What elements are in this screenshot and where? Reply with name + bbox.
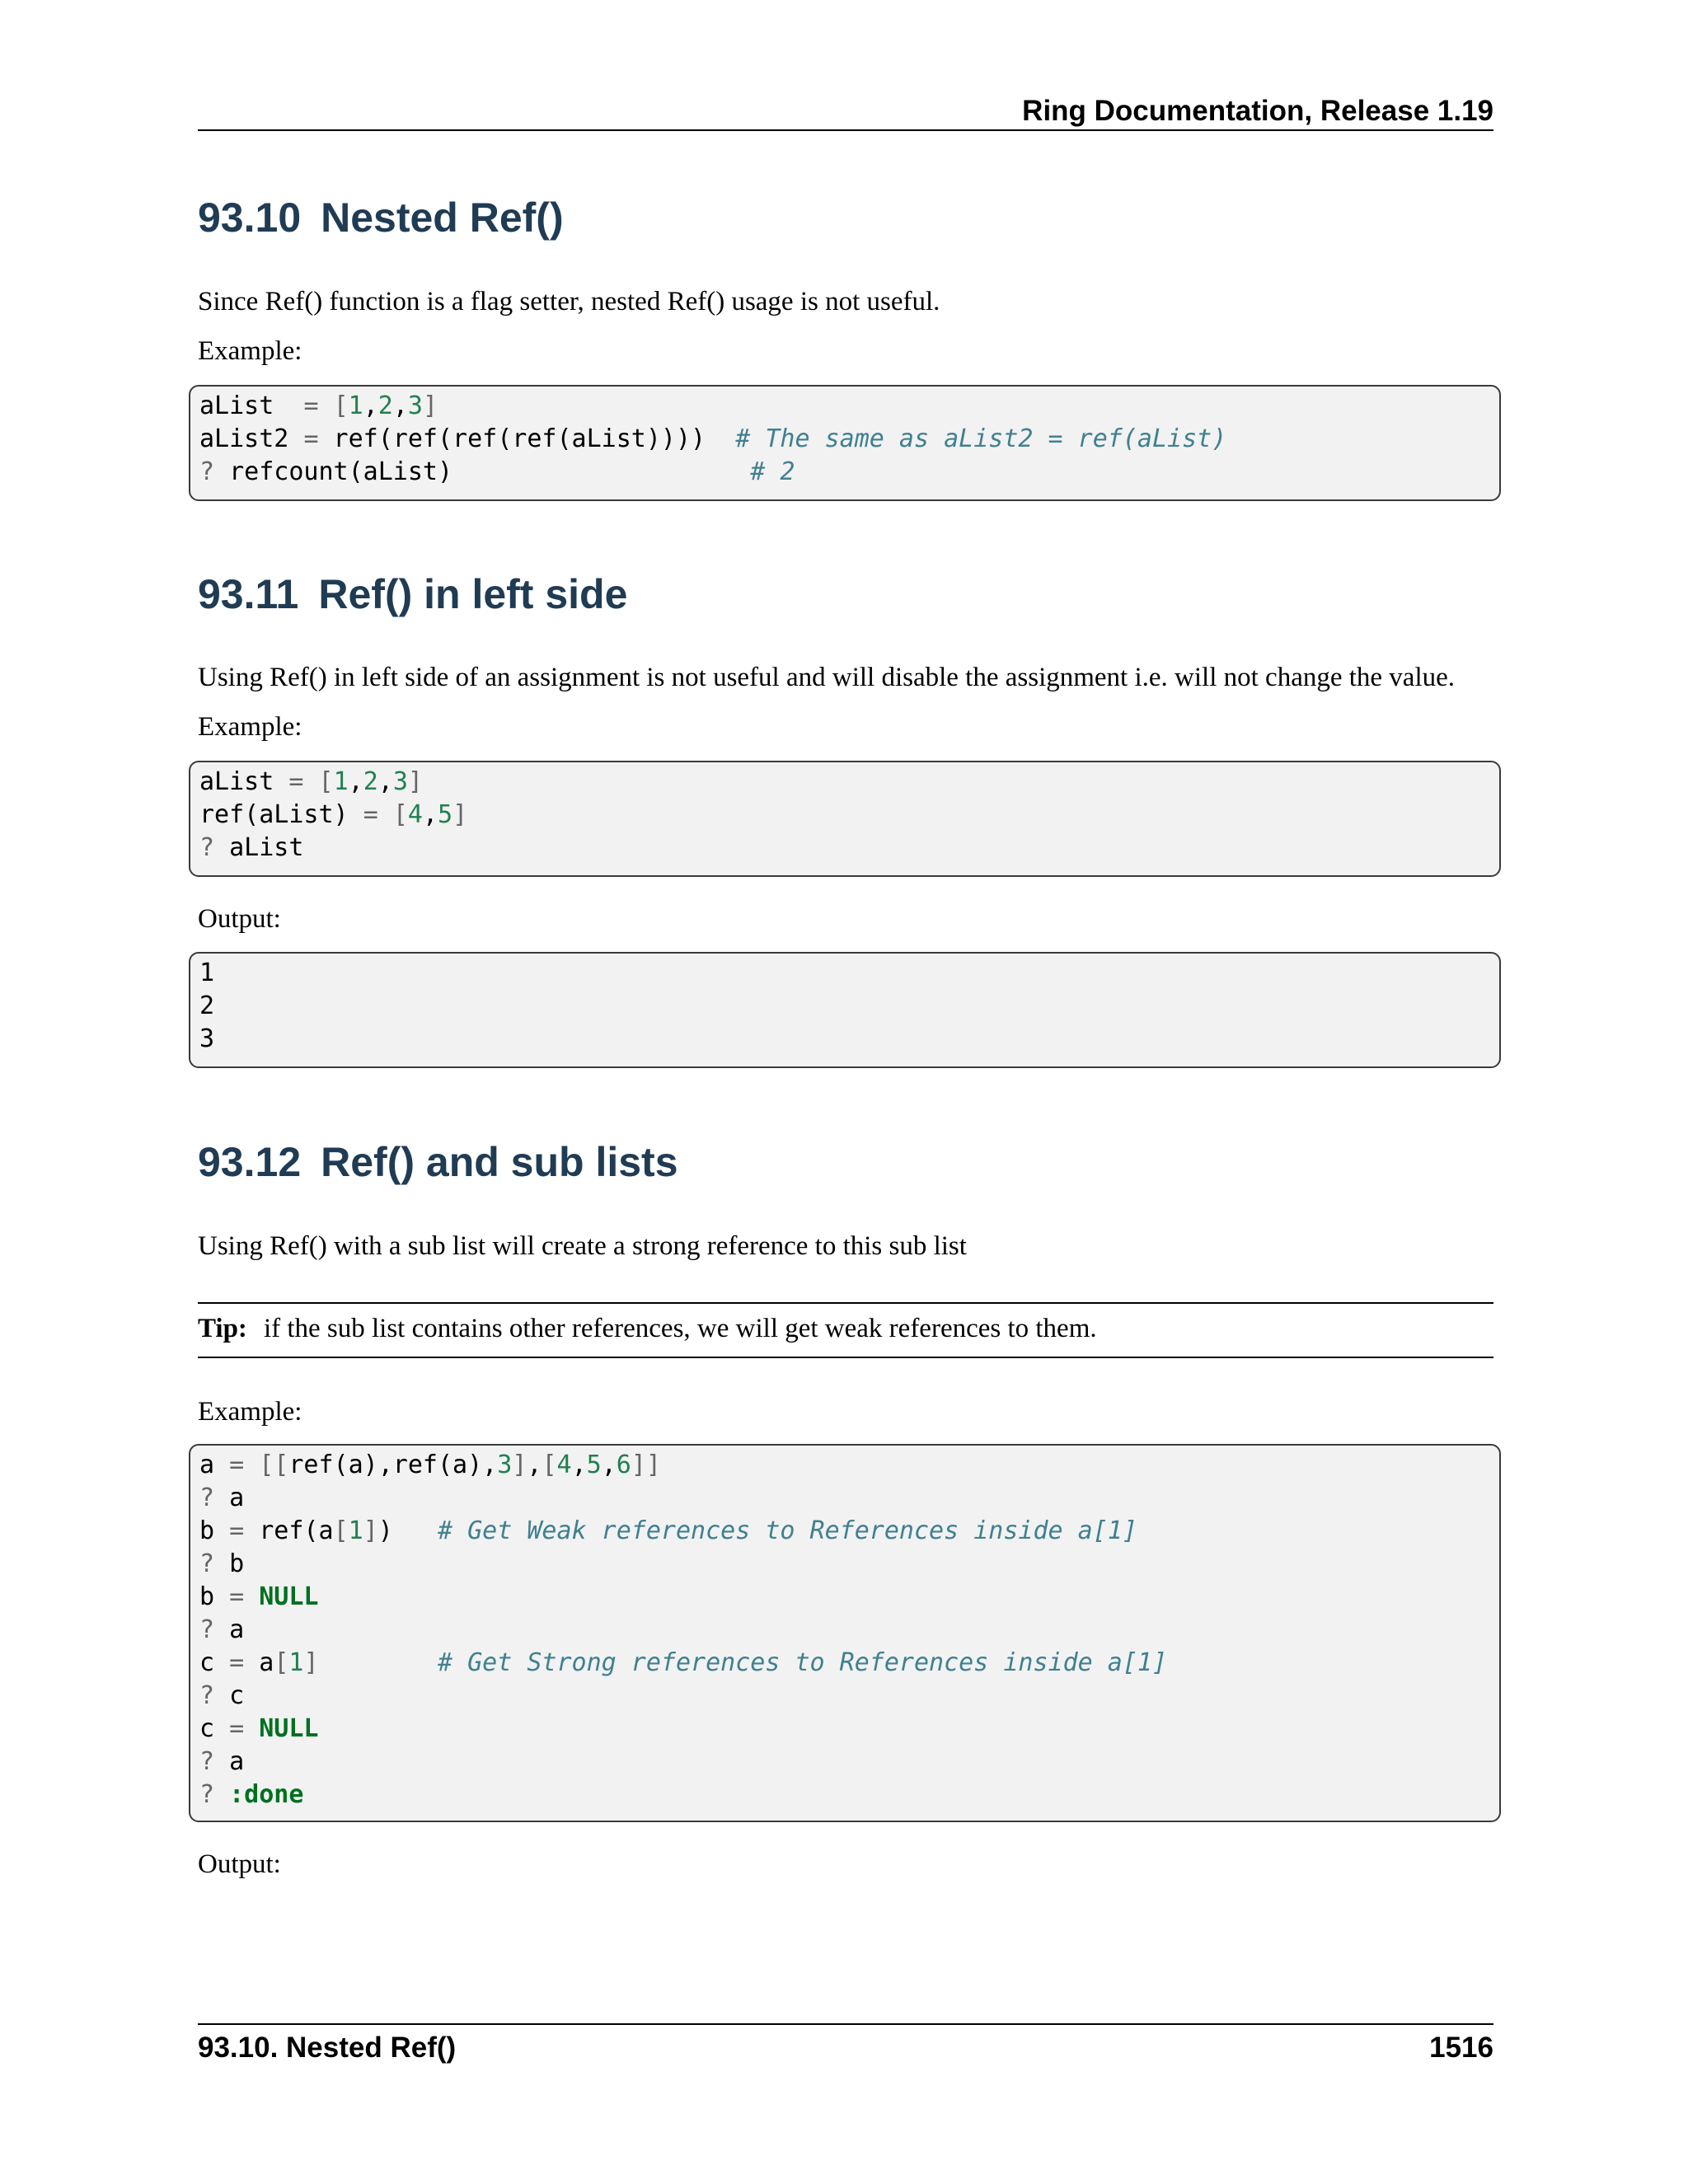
tip-note [198,1312,1097,1345]
code-line [199,1614,1499,1647]
code-number: 4 [556,1451,572,1479]
section-number: 93.11 [198,571,299,617]
code-text: aList [199,391,304,420]
code-text: ref(a [244,1516,334,1545]
code-number: 5 [586,1451,602,1479]
code-operator: ] [303,1648,319,1677]
code-text: c [199,1648,230,1677]
code-text [319,1648,438,1677]
code-text: , [363,391,378,420]
section-title: Ref() in left side [318,571,628,617]
code-text: ref(ref(ref(ref(aList)))) [318,424,736,453]
output-block[interactable] [189,952,1501,1068]
code-operator: [ [318,767,334,796]
code-text: b [214,1549,245,1578]
code-text: a [199,1451,230,1479]
code-keyword: :done [229,1780,304,1809]
code-line [199,1779,1499,1811]
code-text [214,1780,229,1809]
code-operator: ] [422,391,438,420]
code-operator: ? [199,1747,215,1776]
code-operator: [ [333,391,349,420]
code-operator: ? [199,457,215,486]
tip-top-rule [198,1302,1493,1304]
code-text: a [214,1483,245,1512]
example-label: Example: [198,336,302,366]
code-number: 3 [497,1451,513,1479]
code-operator: ? [199,1681,215,1710]
code-line [199,1482,1499,1515]
tip-text: if the sub list contains other references, we will get weak references to them. [263,1314,1097,1343]
code-operator: [ [274,1648,289,1677]
code-operator: ? [199,1615,215,1644]
section-title: Nested Ref() [321,194,564,241]
code-line [199,766,1499,799]
code-line [199,1680,1499,1713]
code-operator: [ [542,1451,557,1479]
code-block[interactable] [189,385,1501,501]
code-text: , [601,1451,617,1479]
code-text: , [392,391,408,420]
example-label: Example: [198,1397,302,1427]
code-text: , [377,767,393,796]
code-text: 2 [199,991,215,1020]
page-header-title: Ring Documentation, Release 1.19 [1022,95,1493,127]
code-text: aList [214,833,304,862]
code-line [199,390,1499,423]
code-text [378,800,393,829]
code-number: 1 [288,1648,304,1677]
code-operator: ] [363,1516,378,1545]
code-keyword: NULL [259,1714,319,1743]
tip-bottom-rule [198,1357,1493,1358]
code-number: 6 [616,1451,631,1479]
code-operator: = [229,1582,245,1611]
code-text: ) [377,1516,438,1545]
code-text: a [214,1615,245,1644]
code-text [244,1582,259,1611]
code-line [199,957,1499,990]
tip-label: Tip: [198,1314,247,1343]
code-operator: = [303,391,319,420]
code-text: , [527,1451,542,1479]
code-line [199,1713,1499,1746]
code-line [199,1746,1499,1779]
code-line [199,799,1499,832]
output-label: Output: [198,904,281,934]
section-intro: Using Ref() in left side of an assignment is not useful and will disable the assignment i.e. will not change the value. [198,663,1456,692]
code-number: 1 [333,767,349,796]
footer-section-title: 93.10. Nested Ref() [198,2032,457,2064]
code-number: 5 [438,800,453,829]
code-operator: ]] [631,1451,661,1479]
code-number: 2 [377,391,393,420]
code-line [199,456,1499,489]
code-block[interactable] [189,761,1501,877]
footer-page-number: 1516 [1429,2032,1493,2064]
code-text: , [422,800,438,829]
code-text: a [244,1648,274,1677]
code-text [319,391,334,420]
code-keyword: NULL [259,1582,319,1611]
code-operator: = [229,1714,245,1743]
code-number: 4 [407,800,423,829]
code-operator: = [229,1516,245,1545]
code-operator: ] [407,767,423,796]
code-line [199,1023,1499,1056]
code-text: 3 [199,1024,215,1053]
code-line [199,1449,1499,1482]
code-operator: = [303,424,319,453]
section-heading-93-10 [198,193,564,242]
code-line [199,832,1499,865]
section-title: Ref() and sub lists [321,1139,678,1185]
footer-rule [198,2023,1493,2025]
code-line [199,1515,1499,1548]
code-line [199,990,1499,1023]
code-text: b [199,1516,230,1545]
code-text [303,767,318,796]
code-number: 2 [363,767,378,796]
code-operator: ] [452,800,468,829]
section-number: 93.12 [198,1139,302,1185]
code-operator: = [288,767,304,796]
code-line [199,1581,1499,1614]
section-heading-93-11 [198,569,627,619]
code-text: 1 [199,958,215,987]
example-label: Example: [198,712,302,742]
code-operator: = [229,1648,245,1677]
code-text: aList [199,767,289,796]
code-number: 3 [392,767,408,796]
code-text: aList2 [199,424,304,453]
code-comment: # Get Strong references to References inside a[1] [438,1648,1168,1677]
code-comment: # The same as aList2 = ref(aList) [735,424,1227,453]
code-text: a [214,1747,245,1776]
section-number: 93.10 [198,194,302,241]
code-text: , [571,1451,587,1479]
code-line [199,423,1499,456]
code-operator: = [229,1451,245,1479]
code-text: , [348,767,363,796]
code-block[interactable] [189,1444,1501,1822]
code-text: b [199,1582,230,1611]
section-intro: Using Ref() with a sub list will create a strong reference to this sub list [198,1231,967,1261]
code-operator: [[ [259,1451,289,1479]
code-operator: = [363,800,378,829]
code-line [199,1647,1499,1680]
code-operator: ? [199,1483,215,1512]
code-number: 1 [348,391,363,420]
code-operator: ? [199,1549,215,1578]
code-operator: [ [333,1516,349,1545]
section-intro: Since Ref() function is a flag setter, nested Ref() usage is not useful. [198,287,940,316]
section-heading-93-12 [198,1137,678,1187]
code-text: c [199,1714,230,1743]
header-rule [198,129,1493,131]
code-number: 1 [348,1516,363,1545]
code-comment: # Get Weak references to References inside a[1] [438,1516,1137,1545]
code-operator: ] [512,1451,528,1479]
code-text: c [214,1681,245,1710]
code-text: refcount(aList) [214,457,751,486]
code-operator: ? [199,1780,215,1809]
code-number: 3 [407,391,423,420]
code-operator: ? [199,833,215,862]
output-label: Output: [198,1849,281,1879]
code-text [244,1451,259,1479]
code-operator: [ [392,800,408,829]
code-line [199,1548,1499,1581]
code-comment: # 2 [750,457,795,486]
code-text [244,1714,259,1743]
code-text: ref(aList) [199,800,363,829]
code-text: ref(a),ref(a), [288,1451,498,1479]
